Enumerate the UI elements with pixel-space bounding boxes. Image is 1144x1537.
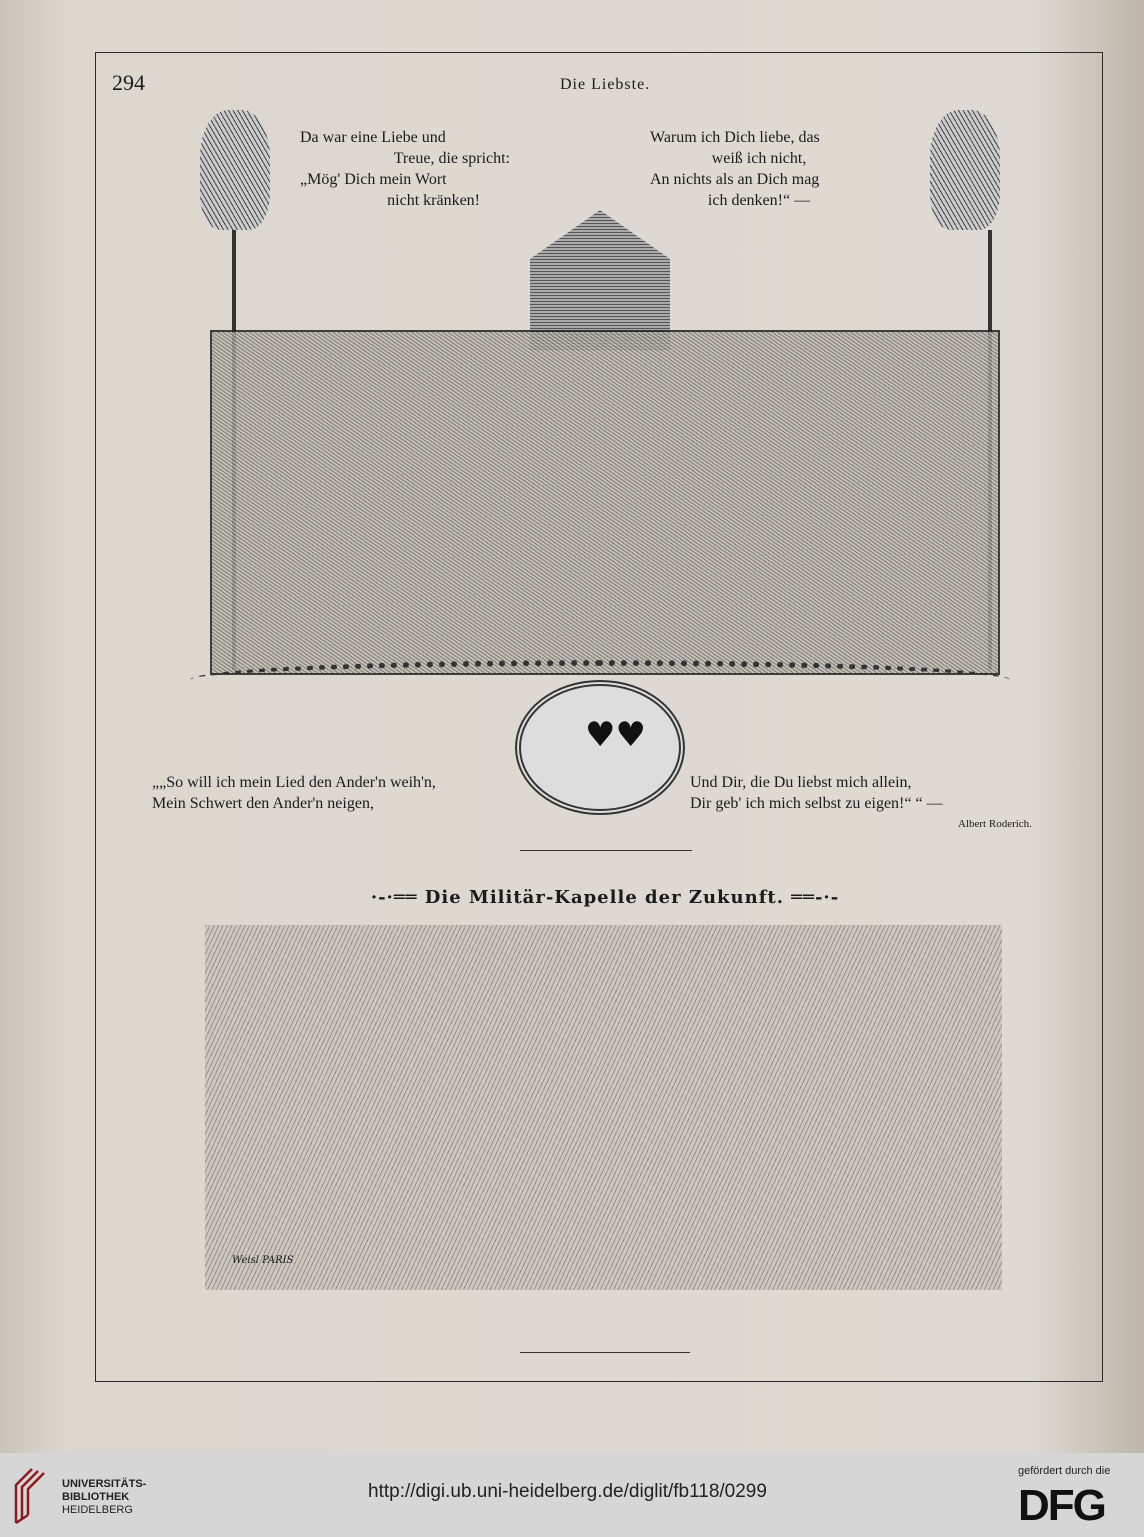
library-line: UNIVERSITÄTS-	[62, 1478, 147, 1490]
divider	[520, 850, 692, 851]
verse-right-top	[650, 127, 868, 211]
verse-line: ich denken!“ —	[707, 192, 811, 209]
verse-right-bottom	[690, 772, 980, 814]
verse-left-top	[300, 127, 555, 211]
military-band-cartoon	[205, 925, 1002, 1290]
library-line: BIBLIOTHEK	[62, 1491, 130, 1503]
cherub-illustration-left	[200, 110, 270, 230]
dfg-logo[interactable]: DFG	[1018, 1481, 1105, 1530]
library-line: HEIDELBERG	[62, 1504, 133, 1516]
footer	[0, 1453, 1144, 1537]
verse-line: Und Dir, die Du liebst mich allein,	[690, 774, 912, 791]
poem-title: Die Liebste.	[560, 76, 651, 93]
ub-heidelberg-logo-icon[interactable]	[8, 1465, 50, 1527]
author: Albert Roderich.	[958, 818, 1032, 830]
funded-by-label: gefördert durch die	[1018, 1465, 1111, 1477]
verse-line: „„So will ich mein Lied den Ander'n weih'n,	[152, 774, 436, 791]
cherub-illustration-right	[930, 110, 1000, 230]
divider	[520, 1352, 690, 1353]
verse-line: „Mög' Dich mein Wort	[300, 171, 447, 188]
wedding-illustration	[210, 330, 1000, 675]
verse-line: Dir geb' ich mich selbst zu eigen!“ “ —	[690, 795, 943, 812]
cartoon-heading: ·-·══ Die Militär-Kapelle der Zukunft. ══-·-	[370, 887, 840, 908]
verse-line: Warum ich Dich liebe, das	[650, 129, 820, 146]
hearts-icon: ♥♥	[585, 715, 646, 755]
page-number: 294	[112, 70, 145, 95]
verse-line: nicht kränken!	[387, 192, 480, 209]
verse-line: Mein Schwert den Ander'n neigen,	[152, 795, 374, 812]
verse-line: weiß ich nicht,	[711, 150, 807, 167]
library-name	[62, 1478, 146, 1517]
verse-line: An nichts als an Dich mag	[650, 171, 820, 188]
verse-line: Da war eine Liebe und	[300, 129, 446, 146]
source-url-link[interactable]: http://digi.ub.uni-heidelberg.de/diglit/fb118/0299	[368, 1481, 767, 1502]
verse-line: Treue, die spricht:	[393, 150, 510, 167]
artist-signature: Weisl PARIS	[232, 1255, 294, 1266]
verse-left-bottom	[152, 772, 492, 814]
